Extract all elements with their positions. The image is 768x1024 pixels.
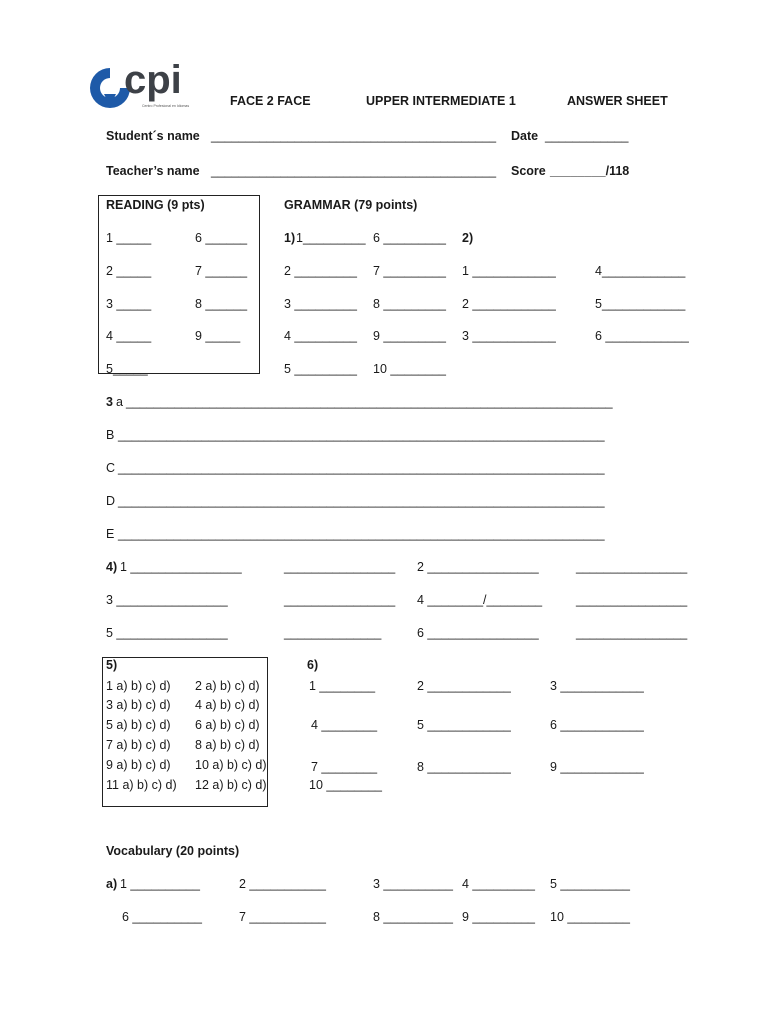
grammar-item[interactable]: 6 ____________ <box>595 329 689 343</box>
date-line[interactable]: ____________ <box>545 129 629 143</box>
grammar-title: GRAMMAR (79 points) <box>284 198 418 212</box>
vocabulary-item[interactable]: 1 __________ <box>120 877 200 891</box>
grammar-item[interactable]: 3 ____________ <box>550 679 644 693</box>
grammar-item[interactable]: ________________ <box>576 560 688 574</box>
grammar-item[interactable]: 1_________ <box>296 231 366 245</box>
grammar-item[interactable]: 9 _________ <box>373 329 446 343</box>
reading-item[interactable]: 8 ______ <box>195 297 248 311</box>
vocabulary-item[interactable]: 9 _________ <box>462 910 535 924</box>
grammar-item[interactable]: 7 _________ <box>373 264 446 278</box>
teacher-name-line[interactable]: _________________________________________ <box>211 164 497 178</box>
student-name-label: Student´s name <box>106 129 200 143</box>
date-label: Date <box>511 129 539 143</box>
writing-line[interactable]: ______________________________________________________________________ <box>118 527 605 541</box>
reading-item[interactable]: 3 _____ <box>106 297 152 311</box>
vocabulary-item[interactable]: 3 __________ <box>373 877 453 891</box>
grammar-part6-label: 6) <box>307 658 319 672</box>
grammar-item[interactable]: 8 ____________ <box>417 760 511 774</box>
course-title: FACE 2 FACE <box>230 94 311 108</box>
reading-item[interactable]: 6 ______ <box>195 231 248 245</box>
student-name-line[interactable]: _________________________________________ <box>211 129 497 143</box>
grammar-part3-letter: a <box>116 395 123 409</box>
reading-item[interactable]: 2 _____ <box>106 264 152 278</box>
choice-item[interactable]: 1 a) b) c) d) <box>106 679 171 693</box>
grammar-item[interactable]: 10 ________ <box>309 778 382 792</box>
reading-item[interactable]: 4 _____ <box>106 329 152 343</box>
reading-title: READING (9 pts) <box>106 198 205 212</box>
choice-item[interactable]: 2 a) b) c) d) <box>195 679 260 693</box>
vocabulary-item[interactable]: 10 _________ <box>550 910 630 924</box>
choice-item[interactable]: 3 a) b) c) d) <box>106 698 171 712</box>
grammar-item[interactable]: 2 ____________ <box>417 679 511 693</box>
grammar-part3-label: 3 <box>106 395 113 409</box>
vocabulary-item[interactable]: 5 __________ <box>550 877 630 891</box>
grammar-part2-label: 2) <box>462 231 474 245</box>
vocabulary-item[interactable]: 6 __________ <box>122 910 202 924</box>
grammar-item[interactable]: ________________ <box>284 560 396 574</box>
grammar-part3-letter: E <box>106 527 115 541</box>
grammar-item[interactable]: 3 _________ <box>284 297 357 311</box>
choice-item[interactable]: 7 a) b) c) d) <box>106 738 171 752</box>
reading-item[interactable]: 7 ______ <box>195 264 248 278</box>
cpi-logo-text: cpi <box>124 58 182 102</box>
grammar-item[interactable]: 1 ________________ <box>120 560 242 574</box>
vocabulary-item[interactable]: 7 ___________ <box>239 910 326 924</box>
grammar-item[interactable]: 5 ________________ <box>106 626 228 640</box>
vocabulary-part-label: a) <box>106 877 118 891</box>
choice-item[interactable]: 5 a) b) c) d) <box>106 718 171 732</box>
grammar-item[interactable]: ______________ <box>284 626 382 640</box>
vocabulary-item[interactable]: 4 _________ <box>462 877 535 891</box>
grammar-item[interactable]: 10 ________ <box>373 362 446 376</box>
grammar-item[interactable]: 4 ________ <box>311 718 378 732</box>
choice-item[interactable]: 8 a) b) c) d) <box>195 738 260 752</box>
score-line[interactable]: ________/118 <box>550 164 630 178</box>
reading-item[interactable]: 9 _____ <box>195 329 241 343</box>
choice-item[interactable]: 9 a) b) c) d) <box>106 758 171 772</box>
grammar-item[interactable]: 3 ____________ <box>462 329 556 343</box>
grammar-item[interactable]: 3 ________________ <box>106 593 228 607</box>
grammar-item[interactable]: 9 ____________ <box>550 760 644 774</box>
teacher-name-label: Teacher’s name <box>106 164 200 178</box>
grammar-part3-letter: B <box>106 428 115 442</box>
reading-box <box>98 195 260 374</box>
choice-item[interactable]: 6 a) b) c) d) <box>195 718 260 732</box>
choice-item[interactable]: 10 a) b) c) d) <box>195 758 267 772</box>
grammar-item[interactable]: 4____________ <box>595 264 686 278</box>
grammar-item[interactable]: ________________ <box>576 593 688 607</box>
grammar-item[interactable]: 6 _________ <box>373 231 446 245</box>
grammar-part3-letter: C <box>106 461 116 475</box>
grammar-item[interactable]: 4 ________/________ <box>417 593 543 607</box>
grammar-part1-label: 1) <box>284 231 296 245</box>
grammar-item[interactable]: 1 ____________ <box>462 264 556 278</box>
grammar-item[interactable]: 5____________ <box>595 297 686 311</box>
vocabulary-item[interactable]: 8 __________ <box>373 910 453 924</box>
choice-item[interactable]: 11 a) b) c) d) <box>106 778 177 792</box>
grammar-item[interactable]: 7 ________ <box>311 760 378 774</box>
writing-line[interactable]: ______________________________________________________________________ <box>118 461 605 475</box>
level-title: UPPER INTERMEDIATE 1 <box>366 94 516 108</box>
grammar-item[interactable]: 8 _________ <box>373 297 446 311</box>
choice-item[interactable]: 4 a) b) c) d) <box>195 698 260 712</box>
grammar-part5-label: 5) <box>106 658 118 672</box>
grammar-item[interactable]: ________________ <box>284 593 396 607</box>
writing-line[interactable]: ______________________________________________________________________ <box>118 428 605 442</box>
cpi-logo <box>86 58 216 114</box>
grammar-item[interactable]: 2 ____________ <box>462 297 556 311</box>
grammar-item[interactable]: 6 ________________ <box>417 626 539 640</box>
vocabulary-title: Vocabulary (20 points) <box>106 844 240 858</box>
grammar-part3-letter: D <box>106 494 116 508</box>
grammar-item[interactable]: 2 _________ <box>284 264 357 278</box>
grammar-item[interactable]: 6 ____________ <box>550 718 644 732</box>
cpi-logo-subtitle: Centro Profesional en Idiomas <box>142 104 190 108</box>
choice-item[interactable]: 12 a) b) c) d) <box>195 778 267 792</box>
writing-line[interactable]: ______________________________________________________________________ <box>118 494 605 508</box>
reading-item[interactable]: 5_____ <box>106 362 148 376</box>
grammar-item[interactable]: 2 ________________ <box>417 560 539 574</box>
answer-sheet-title: ANSWER SHEET <box>567 94 668 108</box>
grammar-item[interactable]: ________________ <box>576 626 688 640</box>
reading-item[interactable]: 1 _____ <box>106 231 152 245</box>
grammar-part4-label: 4) <box>106 560 118 574</box>
grammar-item[interactable]: 5 _________ <box>284 362 357 376</box>
vocabulary-item[interactable]: 2 ___________ <box>239 877 326 891</box>
writing-line[interactable]: ______________________________________________________________________ <box>126 395 613 409</box>
grammar-item[interactable]: 5 ____________ <box>417 718 511 732</box>
grammar-item[interactable]: 4 _________ <box>284 329 357 343</box>
grammar-item[interactable]: 1 ________ <box>309 679 376 693</box>
score-label: Score <box>511 164 546 178</box>
